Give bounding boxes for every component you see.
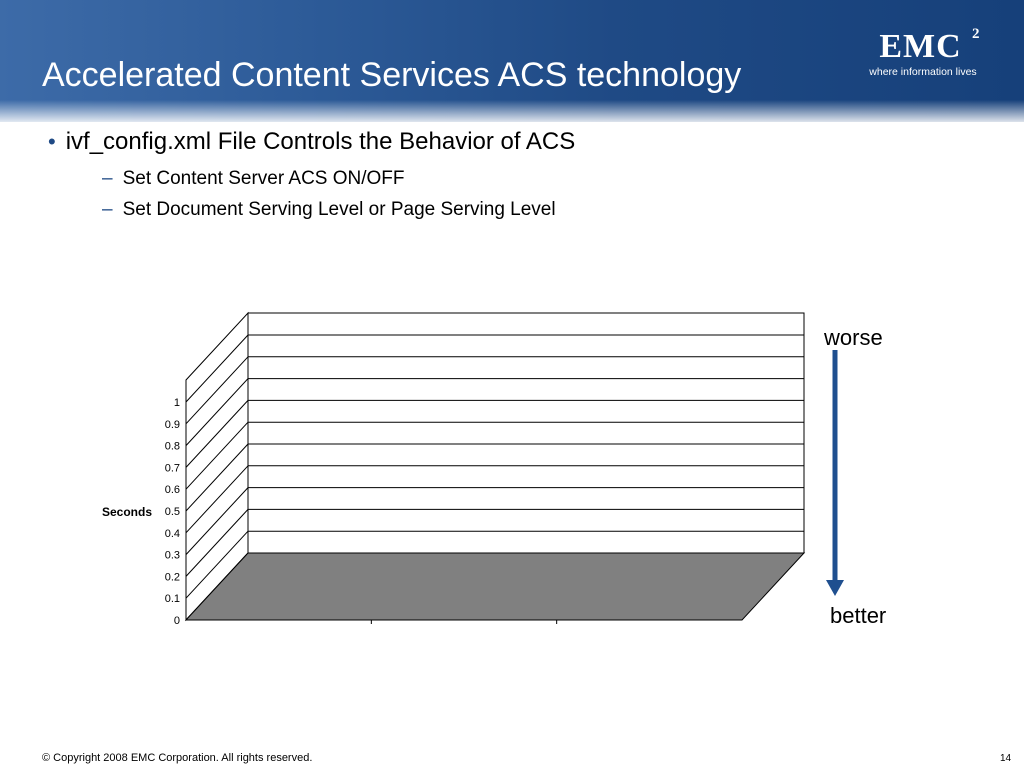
slide-title: Accelerated Content Services ACS technology	[42, 56, 742, 94]
title-bar	[0, 0, 1024, 122]
worse-label: worse	[824, 325, 883, 350]
back-wall	[248, 313, 804, 553]
page-number: 14	[1000, 753, 1012, 764]
sub-bullet-text: Set Document Serving Level or Page Serving Level	[122, 199, 556, 220]
emc-logo	[858, 28, 988, 84]
dash-icon: –	[102, 168, 113, 189]
bullet-main-text: ivf_config.xml File Controls the Behavior of ACS	[65, 128, 576, 155]
sub-bullet	[102, 168, 405, 190]
plot-area	[165, 313, 804, 627]
logo-superscript: 2	[972, 26, 980, 42]
better-label: better	[830, 603, 887, 628]
y-tick-label: 0.5	[164, 506, 180, 518]
logo-wordmark: EMC	[879, 28, 962, 65]
chart-floor	[186, 553, 804, 620]
y-tick-label: 0.2	[164, 571, 180, 584]
y-tick-label: 0.8	[164, 440, 180, 453]
y-axis-label: Seconds	[101, 505, 152, 519]
y-tick-label: 0.7	[164, 462, 180, 475]
sub-bullet-text: Set Content Server ACS ON/OFF	[122, 168, 405, 189]
logo-tagline: where information lives	[869, 66, 977, 78]
y-tick-label: 0.6	[164, 484, 180, 497]
chart	[0, 290, 830, 640]
y-tick-label: 0.9	[164, 418, 180, 431]
y-tick-label: 0	[173, 615, 180, 627]
dash-icon: –	[102, 199, 113, 220]
y-tick-label: 0.4	[164, 527, 180, 540]
copyright-text: © Copyright 2008 EMC Corporation. All rights reserved.	[42, 752, 313, 764]
y-tick-label: 0.3	[164, 549, 180, 562]
bullet-dot-icon: •	[48, 129, 56, 154]
y-tick-label: 1	[173, 397, 180, 409]
y-tick-label: 0.1	[164, 593, 180, 606]
bullet-main	[48, 128, 575, 156]
sub-bullet	[102, 199, 556, 221]
down-arrow-icon	[822, 350, 852, 600]
